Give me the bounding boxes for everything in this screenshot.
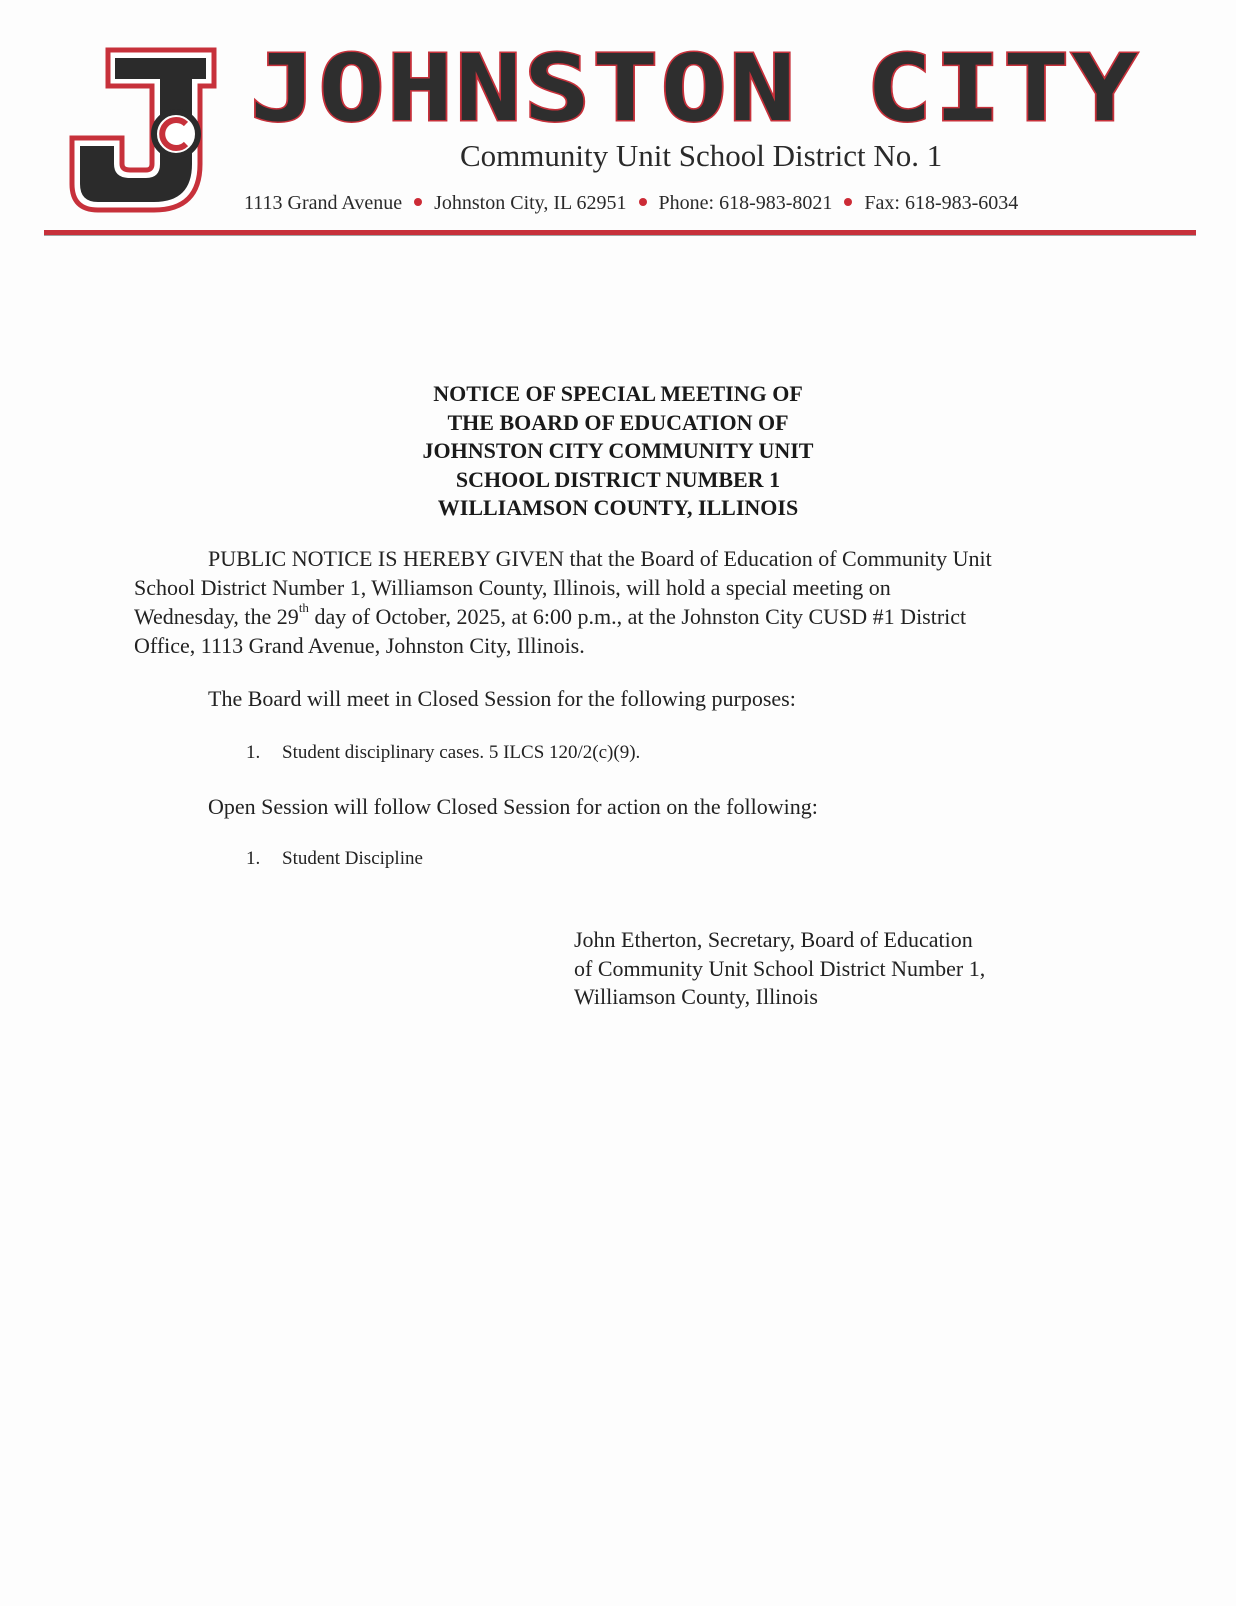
closed-session-item	[246, 742, 640, 764]
signature-line: John Etherton, Secretary, Board of Education	[574, 927, 973, 952]
paragraph-line: Office, 1113 Grand Avenue, Johnston City, Illinois.	[134, 633, 585, 658]
district-subtitle: Community Unit School District No. 1	[460, 138, 943, 173]
item-number: 1.	[246, 742, 261, 763]
paragraph-line: School District Number 1, Williamson County, Illinois, will hold a special meeting on	[134, 575, 891, 600]
heading-line: NOTICE OF SPECIAL MEETING OF	[433, 381, 803, 406]
heading-line: SCHOOL DISTRICT NUMBER 1	[455, 466, 781, 492]
phone-number: Phone: 618-983-8021	[658, 192, 833, 214]
item-number: 1.	[246, 848, 261, 869]
heading-line: JOHNSTON CITY COMMUNITY UNIT	[422, 438, 814, 463]
notice-heading	[300, 380, 936, 523]
item-text: Student Discipline	[282, 848, 423, 869]
paragraph-line	[134, 602, 1114, 631]
fax-number: Fax: 618-983-6034	[864, 192, 1019, 214]
district-logo	[68, 46, 220, 214]
district-title	[240, 38, 1150, 138]
open-session-intro: Open Session will follow Closed Session for action on the following:	[208, 794, 818, 819]
ordinal-suffix: th	[298, 600, 309, 615]
signature-line: of Community Unit School District Number 1,	[574, 955, 986, 981]
signature-block	[574, 926, 985, 1012]
address: 1113 Grand Avenue	[244, 192, 403, 214]
city-state-zip: Johnston City, IL 62951	[434, 192, 627, 214]
heading-line: THE BOARD OF EDUCATION OF	[447, 409, 789, 435]
contact-line	[244, 192, 1018, 215]
bullet-icon	[639, 198, 647, 206]
paragraph-line: PUBLIC NOTICE IS HEREBY GIVEN that the Board of Education of Community Unit	[208, 546, 992, 571]
letterhead-divider	[44, 230, 1196, 236]
heading-line: WILLIAMSON COUNTY, ILLINOIS	[437, 495, 799, 520]
open-session-item	[246, 848, 423, 870]
closed-session-intro: The Board will meet in Closed Session for the following purposes:	[208, 686, 796, 711]
title-text: JOHNSTON CITY	[250, 38, 1140, 138]
date-suffix: day of October, 2025, at 6:00 p.m., at the Johnston City CUSD #1 District	[308, 604, 967, 629]
bullet-icon	[414, 198, 422, 206]
public-notice-paragraph	[134, 544, 1114, 660]
item-text: Student disciplinary cases. 5 ILCS 120/2(c)(9).	[282, 742, 641, 763]
date-prefix: Wednesday, the 29	[134, 604, 299, 629]
signature-line: Williamson County, Illinois	[574, 984, 818, 1009]
bullet-icon	[844, 198, 852, 206]
